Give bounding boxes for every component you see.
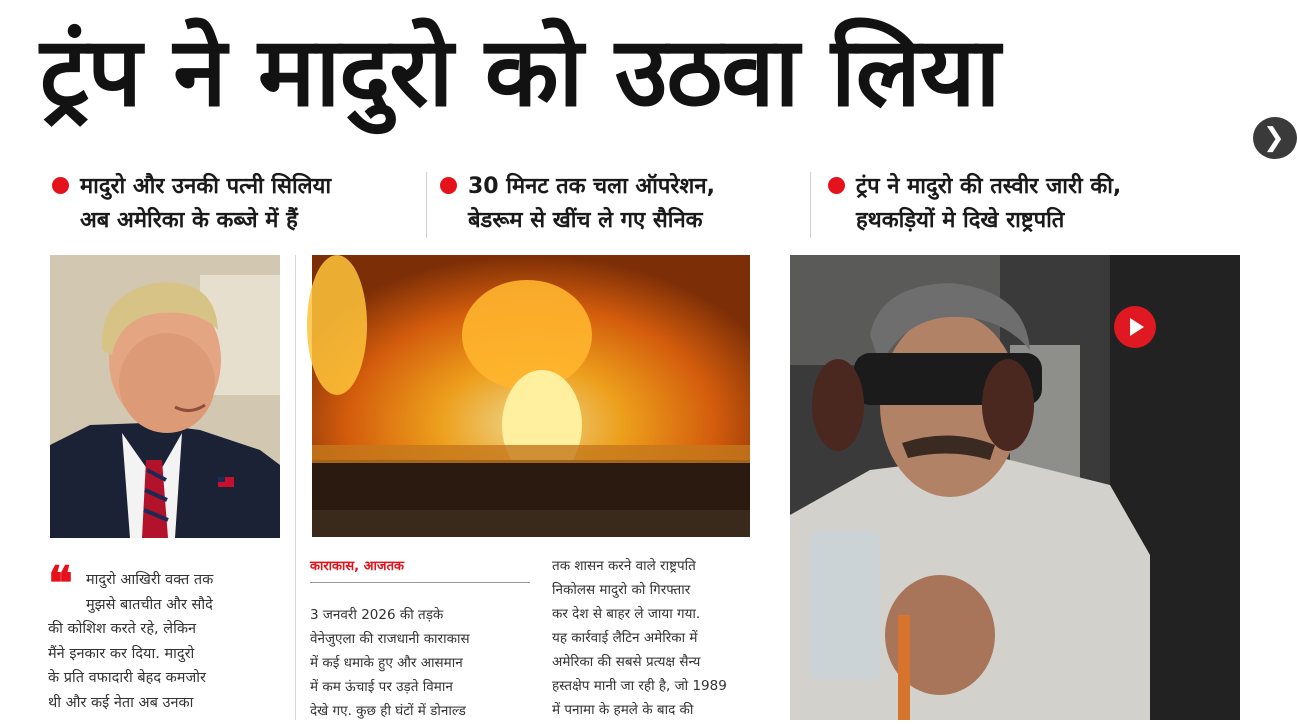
highlight-1-line-1: मादुरो और उनकी पत्नी सिलिया [80,174,332,199]
quote-line: के प्रति वफादारी बेहद कमजोर [48,670,206,686]
article-line: यह कार्रवाई लैटिन अमेरिका में [552,630,698,646]
trump-photo [50,255,280,538]
highlight-3 [828,170,1208,238]
article-line: हस्तक्षेप मानी जा रही है, जो 1989 [552,678,727,694]
play-video-button[interactable] [1114,306,1156,348]
article-line: कर देश से बाहर ले जाया गया. [552,606,701,622]
article-line: देखे गए. कुछ ही घंटों में डोनाल्ड [310,703,466,719]
divider [810,172,811,238]
highlight-3-line-2: हथकड़ियों मे दिखे राष्ट्रपति [856,208,1065,233]
article-line: में पनामा के हमले के बाद की [552,702,694,718]
quote-icon: ❝ [48,556,73,610]
divider [426,172,427,238]
highlight-2-line-1: 30 मिनट तक चला ऑपरेशन, [468,174,715,199]
article-line: में कम ऊंचाई पर उड़ते विमान [310,679,453,695]
red-dot-icon [52,177,69,194]
article-line: अमेरिका की सबसे प्रत्यक्ष सैन्य [552,654,701,670]
headline: ट्रंप ने मादुरो को उठवा लिया [40,16,1000,128]
highlight-2 [440,170,800,238]
highlight-3-line-1: ट्रंप ने मादुरो की तस्वीर जारी की, [856,174,1122,199]
quote-line: मुझसे बातचीत और सौदे [86,596,213,613]
red-dot-icon [440,177,457,194]
article-column-1 [310,603,532,723]
maduro-photo [790,255,1240,720]
article-line: 3 जनवरी 2026 की तड़के [310,607,444,623]
highlight-1 [52,170,422,238]
quote-line: मैंने इनकार कर दिया. मादुरो [48,645,195,662]
quote-line: मादुरो आखिरी वक्त तक [86,572,214,588]
article-line: निकोलस मादुरो को गिरफ्तार [552,582,691,598]
quote-line: थी और कई नेता अब उनका [48,694,194,711]
next-slide-button[interactable]: ❯ [1253,117,1297,159]
article-line: तक शासन करने वाले राष्ट्रपति [552,558,696,574]
pull-quote [48,568,274,715]
byline-divider [310,582,530,583]
explosion-photo [312,255,750,537]
red-dot-icon [828,177,845,194]
quote-line: की कोशिश करते रहे, लेकिन [48,621,197,637]
highlight-2-line-2: बेडरूम से खींच ले गए सैनिक [468,208,703,233]
column-divider [295,255,296,720]
article-line: वेनेजुएला की राजधानी काराकास [310,631,470,647]
highlight-1-line-2: अब अमेरिका के कब्जे में हैं [80,208,298,233]
article-byline: काराकास, आजतक [310,559,404,574]
article-column-2 [552,554,764,722]
article-line: में कई धमाके हुए और आसमान [310,655,463,671]
